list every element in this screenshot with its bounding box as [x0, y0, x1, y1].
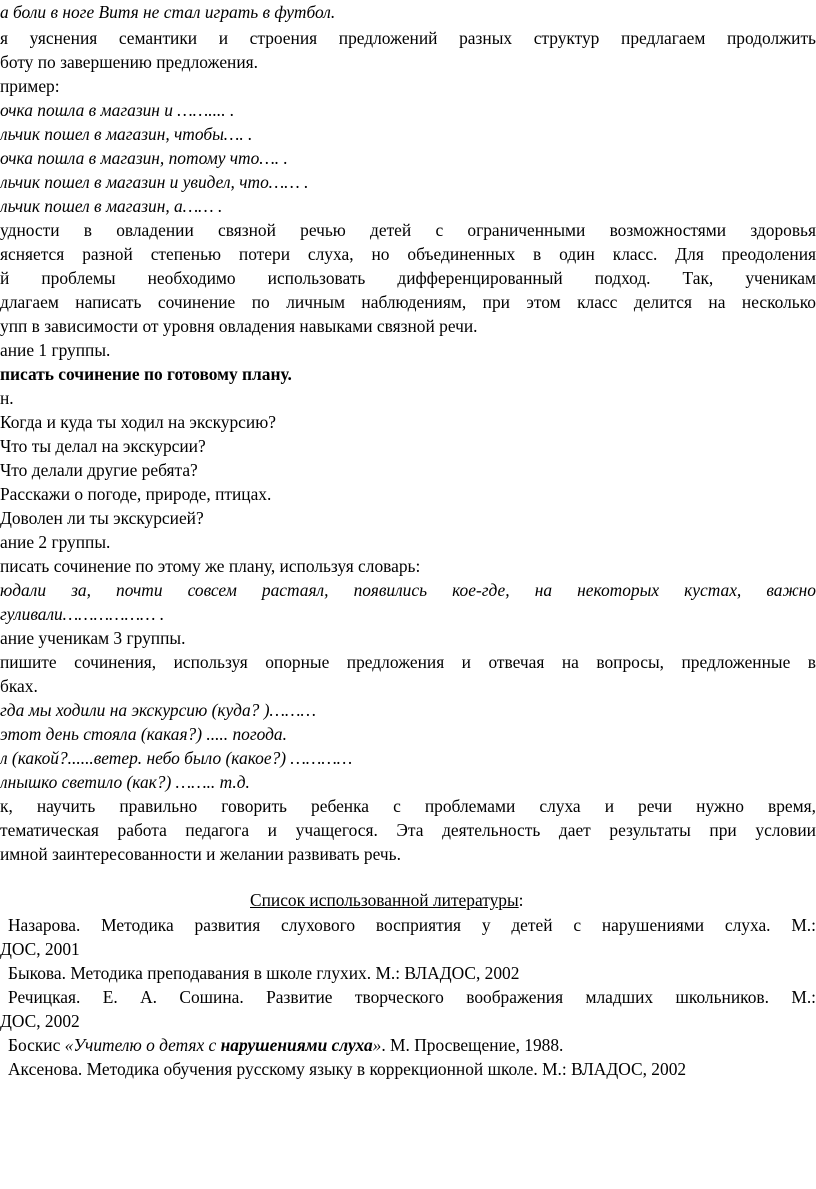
reference-title-bold: нарушениями слуха [220, 1035, 373, 1055]
reference-item: Речицкая. Е. А. Сошина. Развитие творческого воображения младших школьников. М.: [8, 987, 816, 1007]
text-line: бках. [0, 676, 38, 696]
text-line: длагаем написать сочинение по личным наблюдениям, при этом класс делится на несколько [0, 292, 816, 312]
reference-author: Боскис [8, 1035, 65, 1055]
plan-item: Расскажи о погоде, природе, птицах. [0, 484, 272, 504]
task-instruction: пишите сочинения, используя опорные предложения и отвечая на вопросы, предложенные в [0, 652, 816, 672]
example-line: льчик пошел в магазин, чтобы…. . [0, 124, 253, 144]
text-line: н. [0, 388, 14, 408]
text-line: я уяснения семантики и строения предложений разных структур предлагаем продолжить [0, 28, 816, 48]
text-line: а боли в ноге Витя не стал играть в футбол. [0, 2, 336, 22]
reference-item: Быкова. Методика преподавания в школе глухих. М.: ВЛАДОС, 2002 [8, 963, 520, 983]
vocabulary-line: гуливали……………… . [0, 604, 165, 624]
text-line: ясняется разной степенью потери слуха, но объединенных в один класс. Для преодоления [0, 244, 816, 264]
text-line: пример: [0, 76, 60, 96]
references-heading-colon: : [518, 890, 524, 910]
references-heading [250, 888, 524, 912]
reference-title-end: » [372, 1035, 382, 1055]
plan-item: Что ты делал на экскурсии? [0, 436, 206, 456]
text-line: к, научить правильно говорить ребенка с проблемами слуха и речи нужно время, [0, 796, 816, 816]
reference-title: «Учителю о детях с [64, 1035, 221, 1055]
task-heading: ание 1 группы. [0, 340, 111, 360]
references-heading-text: Список использованной литературы [250, 890, 519, 910]
support-sentence: лнышко светило (как?) …….. т.д. [0, 772, 250, 792]
vocabulary-line: юдали за, почти совсем растаял, появились кое-где, на некоторых кустах, важно [0, 580, 816, 600]
example-line: очка пошла в магазин и …….... . [0, 100, 235, 120]
task-heading: ание 2 группы. [0, 532, 111, 552]
support-sentence: гда мы ходили на экскурсию (куда? )……… [0, 700, 316, 720]
plan-item: Доволен ли ты экскурсией? [0, 508, 204, 528]
task-instruction: писать сочинение по готовому плану. [0, 364, 292, 384]
text-line: тематическая работа педагога и учащегося. Эта деятельность дает результаты при условии [0, 820, 816, 840]
support-sentence: л (какой?......ветер. небо было (какое?) ………… [0, 748, 353, 768]
example-line: льчик пошел в магазин, а…… . [0, 196, 223, 216]
task-heading: ание ученикам 3 группы. [0, 628, 186, 648]
example-line: очка пошла в магазин, потому что…. . [0, 148, 288, 168]
reference-item: Назарова. Методика развития слухового восприятия у детей с нарушениями слуха. М.: [8, 915, 816, 935]
reference-item [8, 1033, 563, 1057]
text-line: имной заинтересованности и желании развивать речь. [0, 844, 401, 864]
text-line: й проблемы необходимо использовать дифференцированный подход. Так, ученикам [0, 268, 816, 288]
task-instruction: писать сочинение по этому же плану, используя словарь: [0, 556, 421, 576]
plan-item: Что делали другие ребята? [0, 460, 198, 480]
example-line: льчик пошел в магазин и увидел, что…… . [0, 172, 309, 192]
support-sentence: этот день стояла (какая?) ..... погода. [0, 724, 287, 744]
text-line: удности в овладении связной речью детей с ограниченными возможностями здоровья [0, 220, 816, 240]
text-line: боту по завершению предложения. [0, 52, 258, 72]
reference-item: ДОС, 2002 [0, 1011, 80, 1031]
plan-item: Когда и куда ты ходил на экскурсию? [0, 412, 276, 432]
text-line: упп в зависимости от уровня овладения навыками связной речи. [0, 316, 478, 336]
reference-item: Аксенова. Методика обучения русскому языку в коррекционной школе. М.: ВЛАДОС, 2002 [8, 1059, 687, 1079]
reference-item: ДОС, 2001 [0, 939, 80, 959]
reference-publisher: . М. Просвещение, 1988. [381, 1035, 564, 1055]
